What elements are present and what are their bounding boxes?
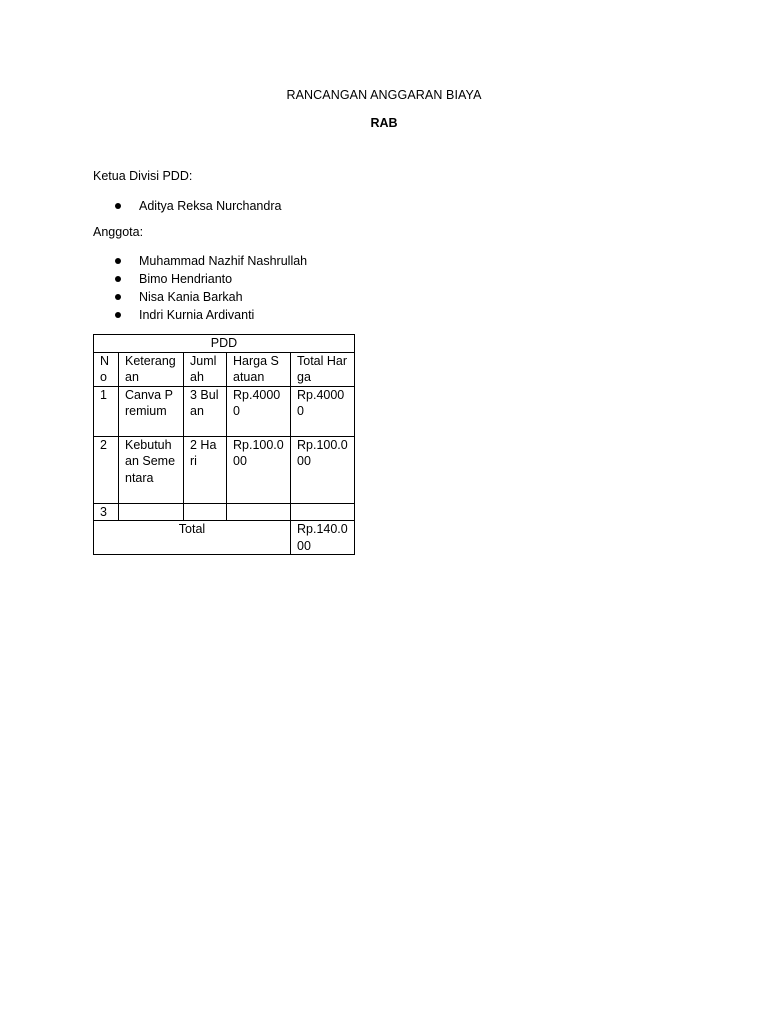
table-row (94, 503, 355, 521)
bullet-icon (115, 294, 121, 300)
cell-jumlah (184, 503, 227, 521)
bullet-icon (115, 258, 121, 264)
cell-keterangan: Kebutuhan Sementara (119, 436, 184, 503)
list-item (115, 288, 307, 306)
column-header-jumlah: Jumlah (184, 352, 227, 386)
total-value: Rp.140.000 (291, 521, 355, 555)
cell-total-harga: Rp.40000 (291, 386, 355, 436)
cell-total-harga: Rp.100.000 (291, 436, 355, 503)
cell-harga-satuan (227, 503, 291, 521)
member-name: Muhammad Nazhif Nashrullah (139, 254, 308, 268)
table-total-row (94, 521, 355, 555)
members-list (115, 252, 307, 324)
list-item (115, 197, 281, 215)
member-name: Bimo Hendrianto (139, 272, 233, 286)
table-header-row (94, 352, 355, 386)
list-item (115, 252, 307, 270)
cell-harga-satuan: Rp.40000 (227, 386, 291, 436)
page-title: RANCANGAN ANGGARAN BIAYA (286, 88, 482, 102)
cell-no: 1 (94, 386, 119, 436)
column-header-keterangan: Keterangan (119, 352, 184, 386)
bullet-icon (115, 312, 121, 318)
list-item (115, 306, 307, 324)
column-header-harga-satuan: Harga Satuan (227, 352, 291, 386)
table-caption: PDD (94, 335, 355, 353)
column-header-total-harga: Total Harga (291, 352, 355, 386)
bullet-icon (115, 203, 121, 209)
total-label: Total (94, 521, 291, 555)
members-label: Anggota: (93, 225, 144, 239)
cell-total-harga (291, 503, 355, 521)
cell-no: 3 (94, 503, 119, 521)
cell-keterangan: Canva Premium (119, 386, 184, 436)
member-name: Indri Kurnia Ardivanti (139, 308, 255, 322)
member-name: Nisa Kania Barkah (139, 290, 243, 304)
head-list (115, 197, 281, 215)
page-subtitle: RAB (370, 116, 398, 130)
cell-no: 2 (94, 436, 119, 503)
table-row (94, 386, 355, 436)
head-name: Aditya Reksa Nurchandra (139, 199, 282, 213)
list-item (115, 270, 307, 288)
head-label: Ketua Divisi PDD: (93, 169, 193, 183)
budget-table (93, 334, 355, 555)
cell-jumlah: 2 Hari (184, 436, 227, 503)
column-header-no: No (94, 352, 119, 386)
table-row (94, 436, 355, 503)
bullet-icon (115, 276, 121, 282)
cell-harga-satuan: Rp.100.000 (227, 436, 291, 503)
cell-keterangan (119, 503, 184, 521)
table-caption-row (94, 335, 355, 353)
cell-jumlah: 3 Bulan (184, 386, 227, 436)
